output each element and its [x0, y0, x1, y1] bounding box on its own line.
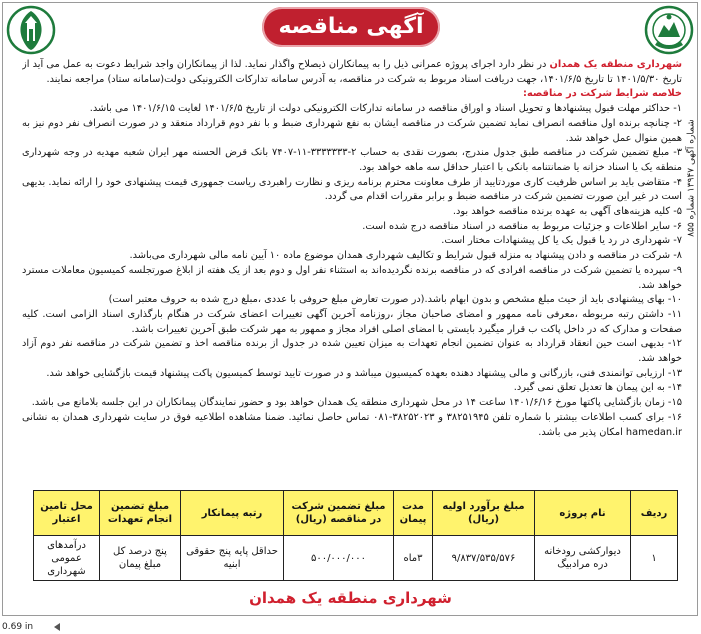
- table-row: [34, 536, 678, 581]
- condition-item: ۵- کلیه هزینه‌های آگهی به عهده برنده مناقصه خواهد بود.: [452, 206, 682, 218]
- condition-item: ۱۱- داشتن رتبه مربوطه ،معرفی نامه ممهور و امضای صاحبان مجاز ،روزنامه آخرین آگهی تغییرات اعضای شرکت در هنگام بارگذاری اسناد الزامی است. کلیه صفحات و مدارک که در داخل پاکت ب قرار میگیرد بایستی با امضای اصلی افراد مجاز و ممهور به مهر شرکت طبق آخرین تغییرات باشد.: [22, 308, 682, 335]
- cell-duration: ۳ماه: [394, 536, 433, 581]
- cell-contractor-grade: حداقل پایه پنج حقوقی ابنیه: [181, 536, 284, 581]
- condition-item: ۱- حداکثر مهلت قبول پیشنهادها و تحویل اسناد و اوراق مناقصه در سامانه تدارکات الکترونیکی دولت از تاریخ ۱۴۰۱/۶/۵ لغایت ۱۴۰۱/۶/۱۵ می باشد.: [89, 103, 682, 115]
- condition-item: ۷- شهرداری در رد یا قبول یک یا کل پیشنهادات مختار است.: [441, 235, 682, 247]
- ad-number-text: شماره آگهی ۱۳۹۴۷ شماره ۸۵۵: [686, 118, 696, 237]
- cell-funding-source: درآمدهای عمومی شهرداری: [34, 536, 100, 581]
- cell-row-number: ۱: [631, 536, 678, 581]
- condition-item: ۲- چنانچه برنده اول مناقصه انصراف نماید تضمین شرکت در مناقصه ایشان به نفع شهرداری ضبط و با نفر دوم قرارداد منعقد و در صورت انصراف نفر دوم نیز به همین منوال عمل خواهد شد.: [22, 117, 682, 144]
- condition-item: ۶- سایر اطلاعات و جزئیات مربوط به مناقصه در اسناد مناقصه درج شده است.: [362, 220, 682, 232]
- intro-org: شهرداری منطقه یک همدان: [549, 59, 682, 70]
- arrow-left-icon[interactable]: [54, 623, 60, 631]
- col-header-estimate: مبلغ برآورد اولیه (ریال): [433, 491, 535, 536]
- col-header-project-name: نام پروژه: [535, 491, 631, 536]
- cell-estimate: ۹/۸۳۷/۵۳۵/۵۷۶: [433, 536, 535, 581]
- condition-item: ۱۵- زمان بازگشایی پاکتها مورخ ۱۴۰۱/۶/۱۶ ساعت ۱۴ در محل شهرداری منطقه یک همدان خواهد بود و حضور نمایندگان پیمانکاران در این جلسه بلامانع می باشد.: [31, 397, 682, 409]
- tender-table: [33, 490, 678, 581]
- condition-item: ۱۲- بدیهی است حین انعقاد قرارداد به عنوان تضمین انجام تعهدات به میزان تعیین شده در جدول از برنده مناقصه اخذ و تضمین شرکت در مناقصه نفر دوم آزاد خواهد شد.: [22, 338, 682, 365]
- table-header-row: [34, 491, 678, 536]
- footer-signature: شهرداری منطقه یک همدان: [249, 589, 452, 607]
- col-header-bid-bond: مبلغ تضمین شرکت در مناقصه (ریال): [284, 491, 394, 536]
- ad-number-note: [684, 85, 698, 270]
- col-header-funding-source: محل تامین اعتبار: [34, 491, 100, 536]
- viewer-measure: 0.69 in: [2, 622, 34, 632]
- conditions-heading: خلاصه شرایط شرکت در مناقصه:: [523, 88, 682, 100]
- cell-project-name: دیوارکشی رودخانه دره مرادبیگ: [535, 536, 631, 581]
- viewer-status-bar: [0, 620, 701, 634]
- col-header-performance-bond: مبلغ تضمین انجام تعهدات: [100, 491, 181, 536]
- page-title: آگهی مناقصه: [262, 7, 440, 47]
- col-header-row-number: ردیف: [631, 491, 678, 536]
- intro-text: در نظر دارد اجرای پروژه عمرانی ذیل را به پیمانکاران ذیصلاح واگذار نماید. لذا از پیمانکاران واجد شرایط دعوت به عمل می آید از تاریخ ۱۴۰۱/۵/۳۰ تا تاریخ ۱۴۰۱/۶/۵، جهت دریافت اسناد مربوط به شرکت در مناقصه، به آدرس سامانه تدارکات الکترونیکی دولت(سامانه ستاد) مراجعه نمایند.: [22, 59, 682, 85]
- col-header-duration: مدت پیمان: [394, 491, 433, 536]
- condition-item: ۳- مبلغ تضمین شرکت در مناقصه طبق جدول مندرج، بصورت نقدی به حساب ۲-۳۳۳۳۳۳۳-۱۱-۷۴۰۷ بانک قرض الحسنه مهر ایران شعبه مهدیه در وجه شهرداری منطقه یک یا اسناد خزانه یا ضمانتنامه بانکی با اعتبار حداقل سه ماهه خواهد بود.: [22, 147, 682, 173]
- condition-item: ۴- متقاضی باید بر اساس ظرفیت کاری موردتایید از طرف معاونت محترم برنامه ریزی و نظارت راهبردی ریاست جمهوری قیمت پیشنهادی خود را ارائه نماید. بدیهی است در غیر این صورت تضمین شرکت در مناقصه ضبط و برابر مقررات اقدام می گردد.: [22, 176, 682, 203]
- condition-item: ۱۶- برای کسب اطلاعات بیشتر با شماره تلفن ۳۸۲۵۱۹۴۵ و ۳۸۲۵۲۰۲۳-۰۸۱ تماس حاصل نمائید. ضمنا مشاهده اطلاعیه فوق در سایت شهرداری همدان به نشانی hamedan.ir امکان پذیر می باشد.: [22, 411, 682, 438]
- col-header-contractor-grade: رتبه پیمانکار: [181, 491, 284, 536]
- condition-item: ۱۰- بهای پیشنهادی باید از حیث مبلغ مشخص و بدون ابهام باشد.(در صورت تعارض مبلغ حروفی با عددی ،مبلغ درج شده به حروف معتبر است): [108, 294, 682, 306]
- cell-performance-bond: پنج درصد کل مبلغ پیمان: [100, 536, 181, 581]
- tender-body: [22, 58, 682, 486]
- condition-item: ۱۳- ارزیابی توانمندی فنی، بازرگانی و مالی پیشنهاد دهنده بعهده کمیسیون میباشد و در صورت تایید توسط کمیسیون پاکت پیشنهاد قیمت بازگشایی خواهد شد.: [46, 367, 682, 379]
- municipality-seal-icon: [644, 5, 694, 55]
- cell-bid-bond: ۵۰۰/۰۰۰/۰۰۰: [284, 536, 394, 581]
- condition-item: ۸- شرکت در مناقصه و دادن پیشنهاد به منزله قبول شرایط و تکالیف شهرداری همدان موضوع ماده ۱۰ آیین نامه مالی شهرداری می‌باشد.: [129, 250, 682, 262]
- condition-item: ۱۴- به این پیمان ها تعدیل تعلق نمی گیرد.: [513, 382, 682, 394]
- condition-item: ۹- سپرده یا تضمین شرکت در مناقصه افرادی که در مناقصه برنده نگردیده‌اند به استثناء نفر اول و دوم بعد از یک هفته از ابلاغ صورتجلسه کمیسیون معاملات مسترد خواهد شد.: [22, 264, 682, 291]
- intro-paragraph: [22, 58, 682, 87]
- municipality-emblem-icon: [6, 5, 56, 55]
